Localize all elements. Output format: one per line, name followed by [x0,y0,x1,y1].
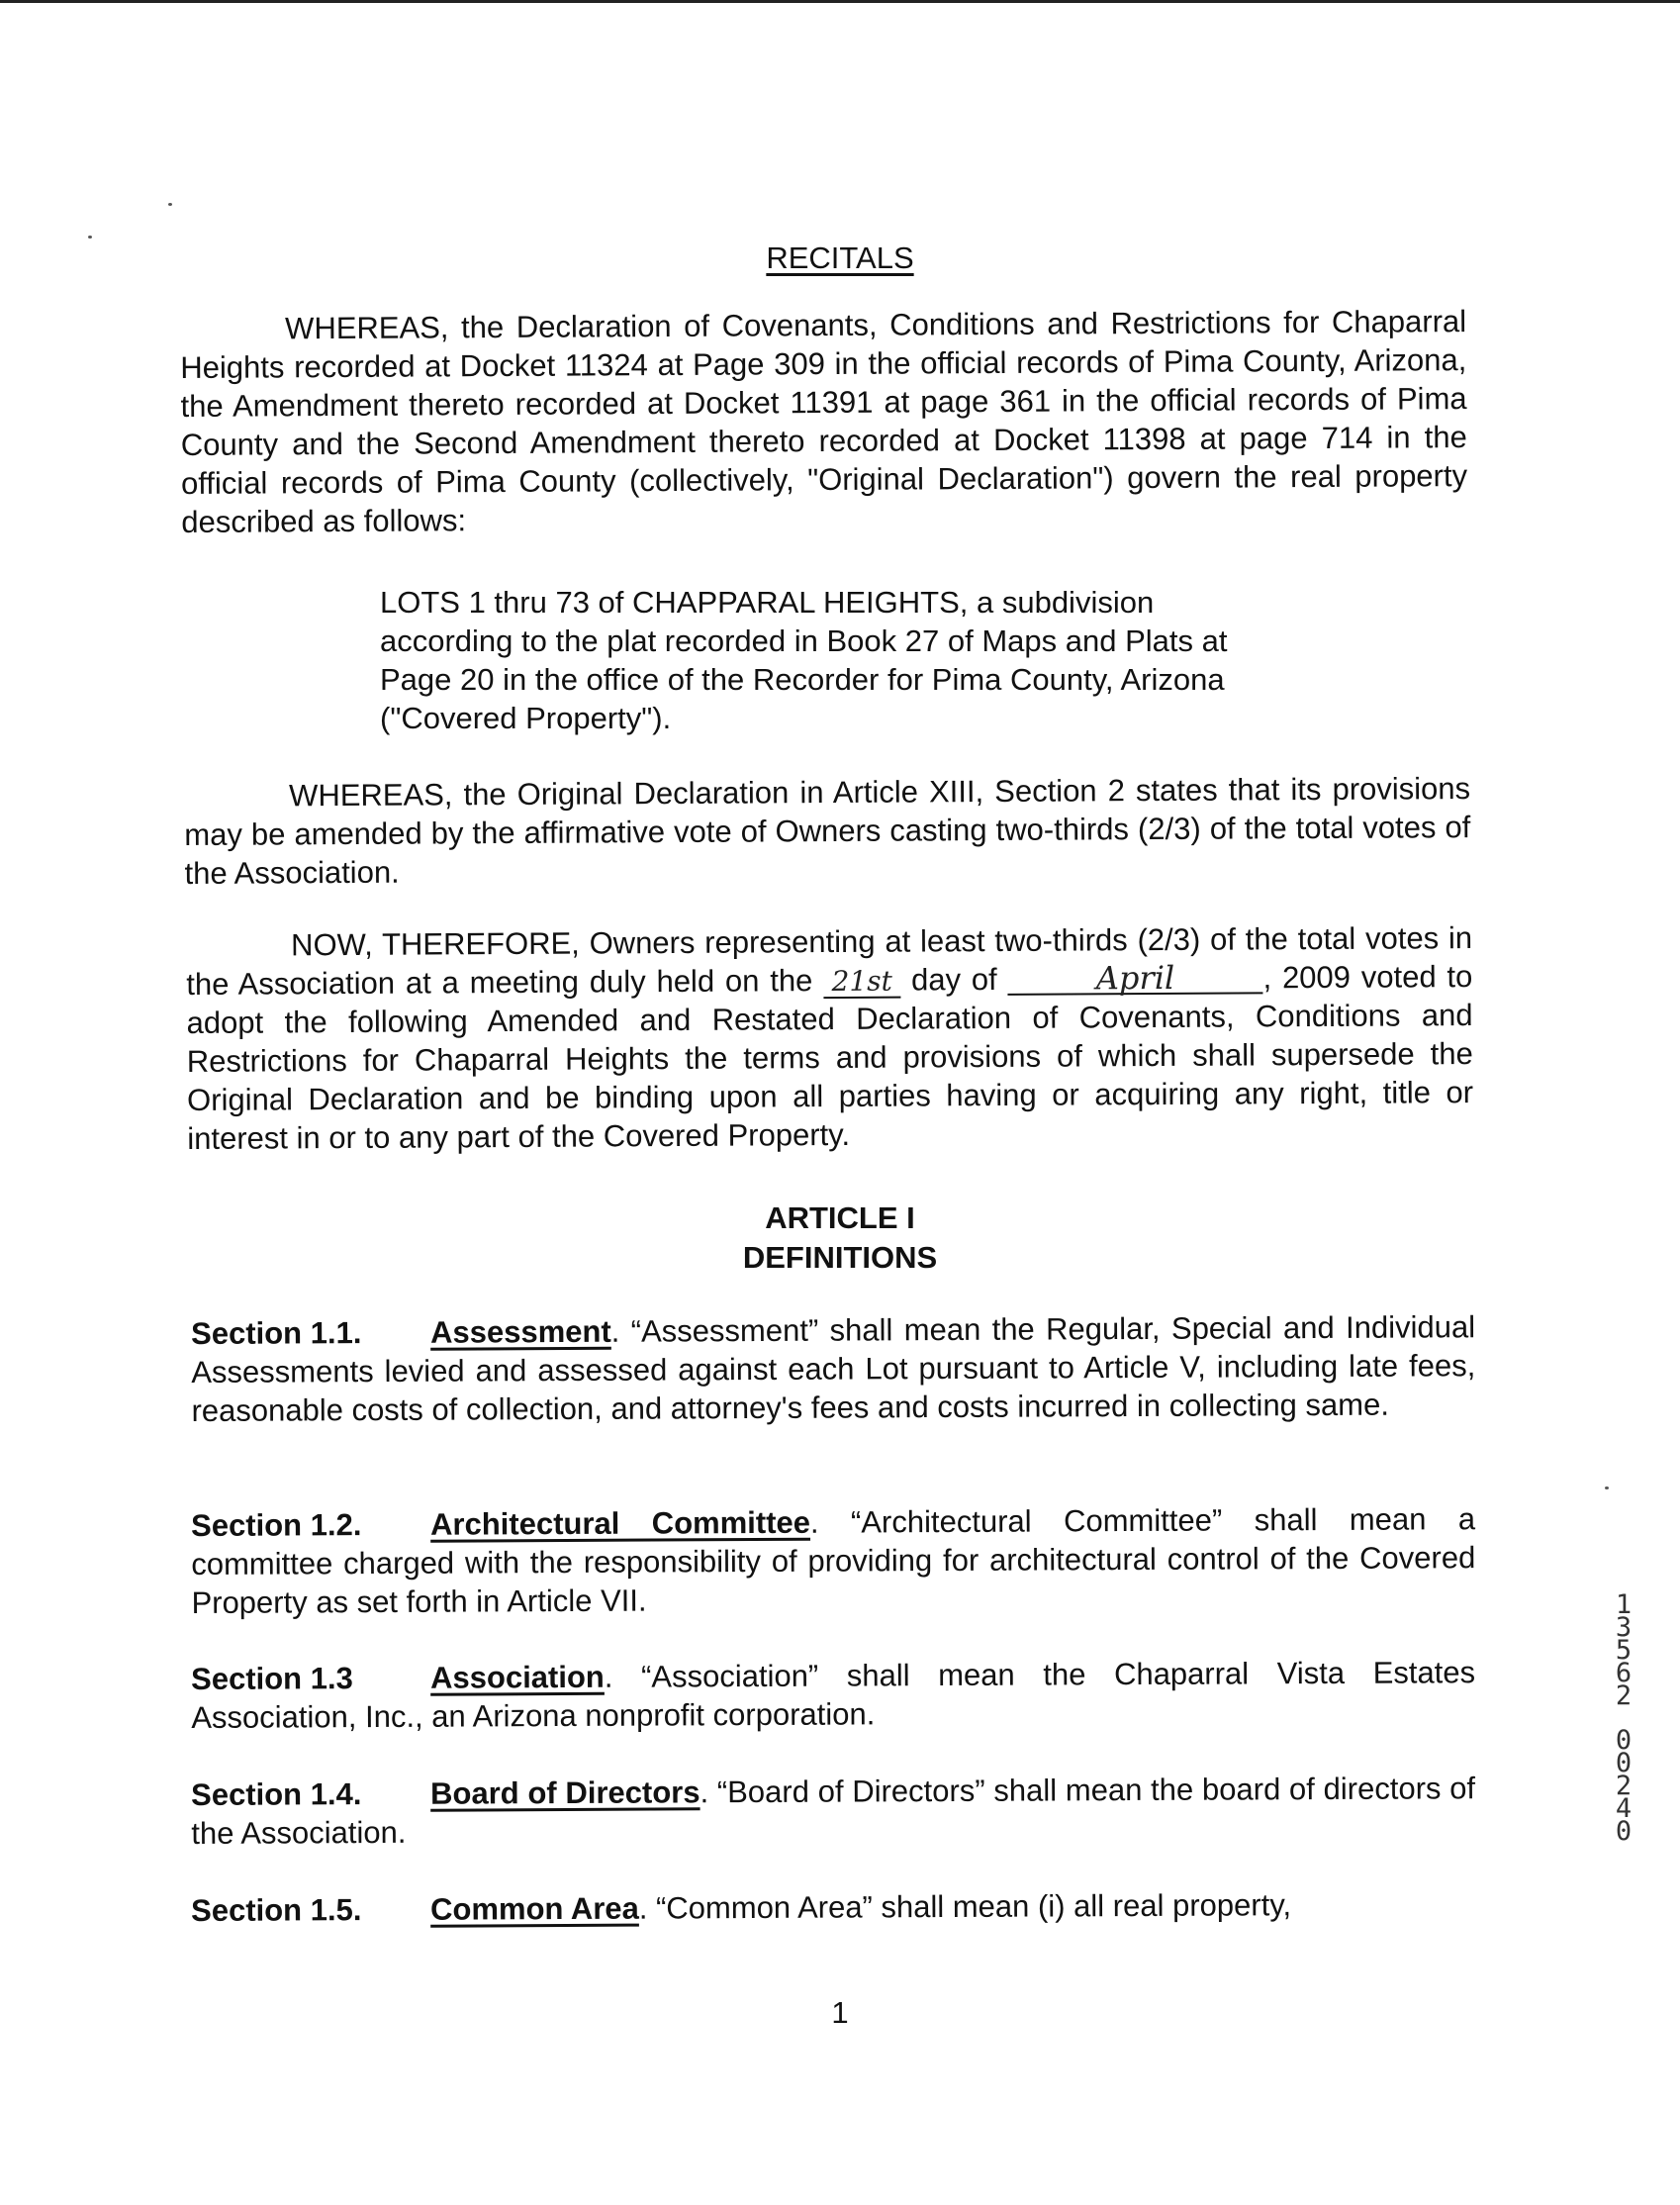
section-1-3: Section 1.3 Association. “Association” shall mean the Chaparral Vista Estates Association, Inc., an Arizona nonprofit corporation. [191,1655,1476,1735]
scan-top-edge [0,0,1680,3]
recital-whereas-1: WHEREAS, the Declaration of Covenants, Conditions and Restrictions for Chaparral Heights recorded at Docket 11324 at Page 309 in the official records of Pima County, Arizona, the Amendment thereto recorded at Docket 11391 at page 361 in the official records of Pima County and the Second Amendment thereto recorded at Docket 11398 at page 714 in the official records of Pima County (collectively, "Original Declaration") govern the real property described as follows: [180,304,1468,539]
handwritten-day: 21st [823,967,900,999]
recording-stamp-line1: 13562 [1615,1589,1633,1711]
recital-now-therefore: NOW, THEREFORE, Owners representing at least two-thirds (2/3) of the total votes in the Association at a meeting duly held on the 21st day of April , 2009 voted to adopt the following Amended and Restated Declaration of Covenants, Conditions and Restrictions for Chaparral Heights the terms and provisions of which shall supersede the Original Declaration and be binding upon all parties having or acquiring any right, title or interest in or to any part of the Covered Property. [186,920,1474,1156]
recording-stamp [1611,1589,1636,1847]
handwritten-month: April [1007,962,1262,996]
article-subtitle: DEFINITIONS [742,1240,938,1275]
recording-stamp-line2: 00240 [1615,1725,1633,1847]
recitals-heading: RECITALS [766,240,914,275]
recital-whereas-2: WHEREAS, the Original Declaration in Article XIII, Section 2 states that its provisions may be amended by the affirmative vote of Owners casting two-thirds (2/3) of the total votes of the Association. [184,771,1471,891]
scan-speck [168,203,172,206]
section-1-4: Section 1.4. Board of Directors. “Board of Directors” shall mean the board of directors of the Association. [191,1771,1476,1851]
section-1-5: Section 1.5. Common Area. “Common Area” shall mean (i) all real property, [191,1887,1292,1928]
section-1-2: Section 1.2. Architectural Committee. “Architectural Committee” shall mean a committee charged with the responsibility of providing for architectural control of the Covered Property as set forth in Article VII. [191,1501,1476,1620]
legal-description: LOTS 1 thru 73 of CHAPPARAL HEIGHTS, a subdivision according to the plat recorded in Book 27 of Maps and Plats at Page 20 in the office of the Recorder for Pima County, Arizona ("Covered Property"). [380,585,1228,735]
scan-speck [1605,1486,1609,1489]
article-title: ARTICLE I [765,1200,915,1235]
section-1-1: Section 1.1. Assessment. “Assessment” shall mean the Regular, Special and Individual Assessments levied and assessed against each Lot pursuant to Article V, including late fees, reasonable costs of collection, and attorney's fees and costs incurred in collecting same. [191,1309,1476,1428]
page-number: 1 [831,1995,849,2030]
